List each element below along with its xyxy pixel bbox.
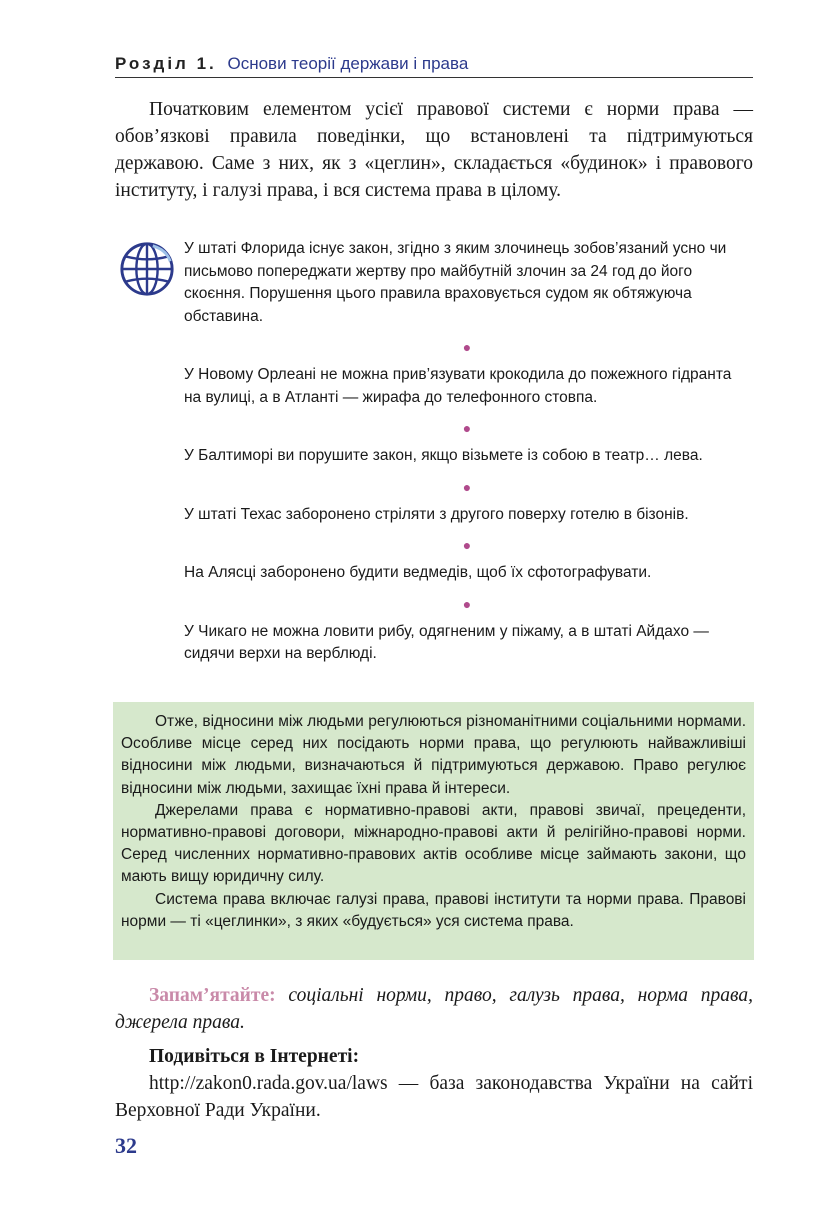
summary-paragraph: Отже, відносини між людьми регулюються різноманітними соціальними нормами. Особливе місце серед них посідають норми права, що регулюють найважливіші відносини між людьми, визначаються й підтримуються державою. Право регулює відносини між людьми, захищає їхні права й інтереси. — [121, 713, 746, 797]
section-number: Розділ 1. — [115, 54, 217, 73]
section-title: Основи теорії держави і права — [227, 54, 469, 73]
summary-box — [113, 702, 754, 960]
globe-icon — [118, 240, 176, 298]
internet-heading: Подивіться в Інтернеті: — [149, 1046, 360, 1067]
remember-terms: соціальні норми, право, галузь права, норма права, джерела права. — [115, 985, 754, 1033]
fact-item: У Чикаго не можна ловити рибу, одягненим у піжаму, а в штаті Айдахо — сидячи верхи на верблюді. — [184, 622, 709, 662]
bullet-separator: ● — [462, 595, 472, 612]
fact-item: У Балтиморі ви порушите закон, якщо візьмете із собою в театр… лева. — [184, 447, 703, 464]
summary-paragraph: Система права включає галузі права, правові інститути та норми права. Правові норми — ті «цеглинки», з яких «будується» уся система права. — [121, 890, 746, 930]
remember-label: Запам’ятайте: — [149, 985, 276, 1006]
summary-paragraph: Джерелами права є нормативно-правові акти, правові звичаї, прецеденти, нормативно-правові договори, міжнародно-правові акти й релігійно-правові норми. Серед численних нормативно-правових актів особливе місце займають закони, що мають вищу юридичну силу. — [121, 801, 746, 886]
running-header — [115, 54, 753, 78]
internet-block — [115, 1043, 753, 1124]
fact-item: У штаті Флорида існує закон, згідно з яким злочинець зобов’язаний усно чи письмово попереджати жертву про майбутній злочин за 24 год до його скоєння. Порушення цього правила враховується судом як обтяжуюча обставина. — [184, 240, 727, 325]
intro-paragraph: Початковим елементом усієї правової системи є норми права — обов’язкові правила поведінки, що встановлені та підтримуються державою. Саме з них, як з «цеглин», складається «будинок» і правового інституту, і галузі права, і вся система права в цілому. — [115, 99, 753, 201]
remember-block — [115, 982, 753, 1036]
page-number: 32 — [115, 1133, 137, 1158]
facts-list — [184, 238, 750, 666]
fact-item: У штаті Техас заборонено стріляти з другого поверху готелю в бізонів. — [184, 505, 689, 523]
bullet-separator: ● — [462, 420, 472, 436]
fact-item: На Алясці заборонено будити ведмедів, щоб їх сфотографувати. — [184, 564, 652, 581]
internet-text: http://zakon0.rada.gov.ua/laws — база законодавства України на сайті Верховної Ради України. — [115, 1073, 753, 1121]
bullet-separator: ● — [462, 339, 472, 355]
bullet-separator: ● — [462, 478, 472, 495]
fact-item: У Новому Орлеані не можна прив’язувати крокодила до пожежного гідранта на вулиці, а в Атланті — жирафа до телефонного стовпа. — [184, 366, 732, 406]
bullet-separator: ● — [462, 537, 472, 553]
